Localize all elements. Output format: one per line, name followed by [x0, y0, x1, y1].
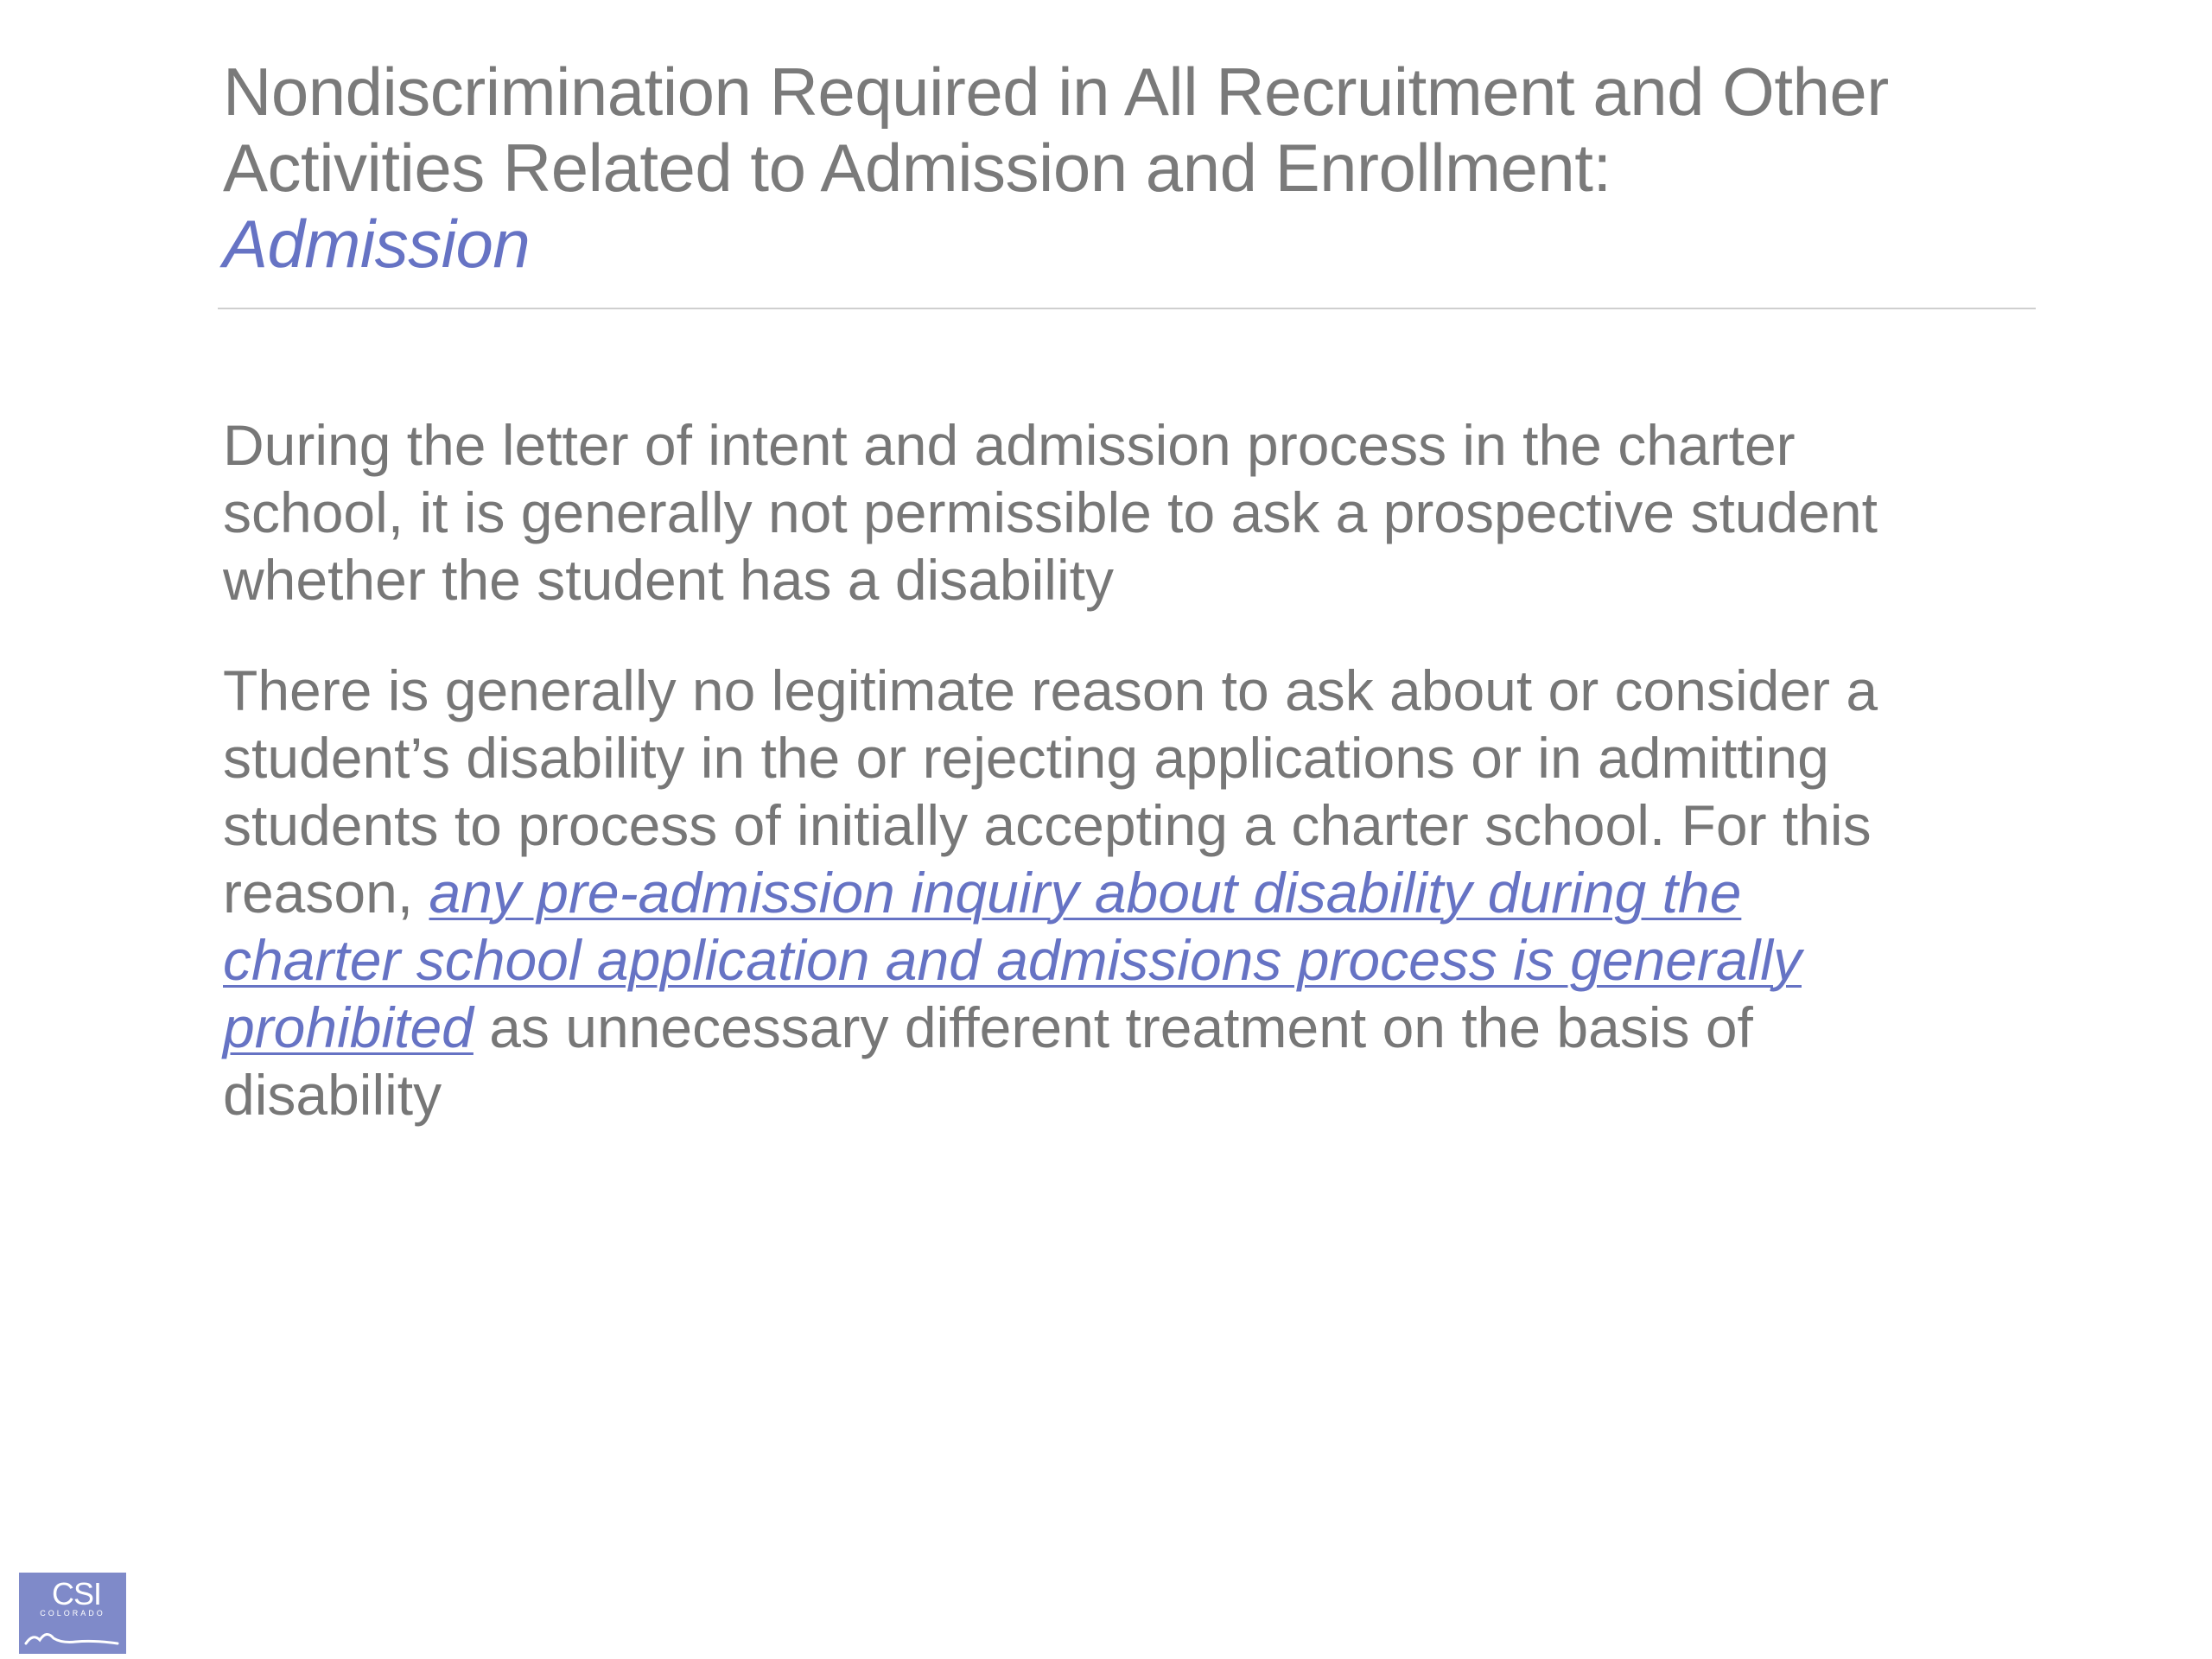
paragraph-2-line-3: students to process of initially accepting a charter school. For this — [223, 793, 1872, 857]
title-line-1: Nondiscrimination Required in All Recruitment and Other — [223, 54, 1889, 130]
slide-title — [223, 54, 2063, 282]
paragraph-2-line-6-text: as unnecessary different treatment on the basis of — [473, 995, 1753, 1059]
title-divider — [218, 308, 2036, 309]
paragraph-2-line-7: disability — [223, 1063, 442, 1127]
paragraph-2-line-2: student’s disability in the or rejecting applications or in admitting — [223, 726, 1829, 790]
paragraph-2-line-5 — [223, 926, 2072, 994]
csi-logo — [19, 1573, 126, 1654]
paragraph-1-line-1: During the letter of intent and admission process in the charter — [223, 413, 1796, 477]
paragraph-2-line-6 — [223, 994, 2072, 1061]
logo-subtext: COLORADO — [40, 1609, 105, 1618]
paragraph-2-line-4-text: reason, — [223, 861, 429, 925]
paragraph-2-line-4 — [223, 859, 2072, 926]
emphasis-text-3: prohibited — [223, 995, 474, 1059]
emphasis-text-1: any pre-admission inquiry about disability during the — [429, 861, 1742, 925]
paragraph-1-line-3: whether the student has a disability — [223, 548, 1114, 612]
title-subtitle: Admission — [223, 206, 531, 282]
title-line-2: Activities Related to Admission and Enrollment: — [223, 130, 1611, 206]
logo-text: CSI — [52, 1576, 102, 1611]
slide-body — [223, 411, 2072, 1172]
paragraph-1-line-2: school, it is generally not permissible to ask a prospective student — [223, 480, 1878, 544]
paragraph-2-line-1: There is generally no legitimate reason to ask about or consider a — [223, 658, 1878, 722]
paragraph-2 — [223, 657, 2072, 1128]
paragraph-1 — [223, 411, 2072, 613]
mountain-icon — [24, 1621, 121, 1650]
emphasis-text-2: charter school application and admissions process is generally — [223, 928, 1802, 992]
